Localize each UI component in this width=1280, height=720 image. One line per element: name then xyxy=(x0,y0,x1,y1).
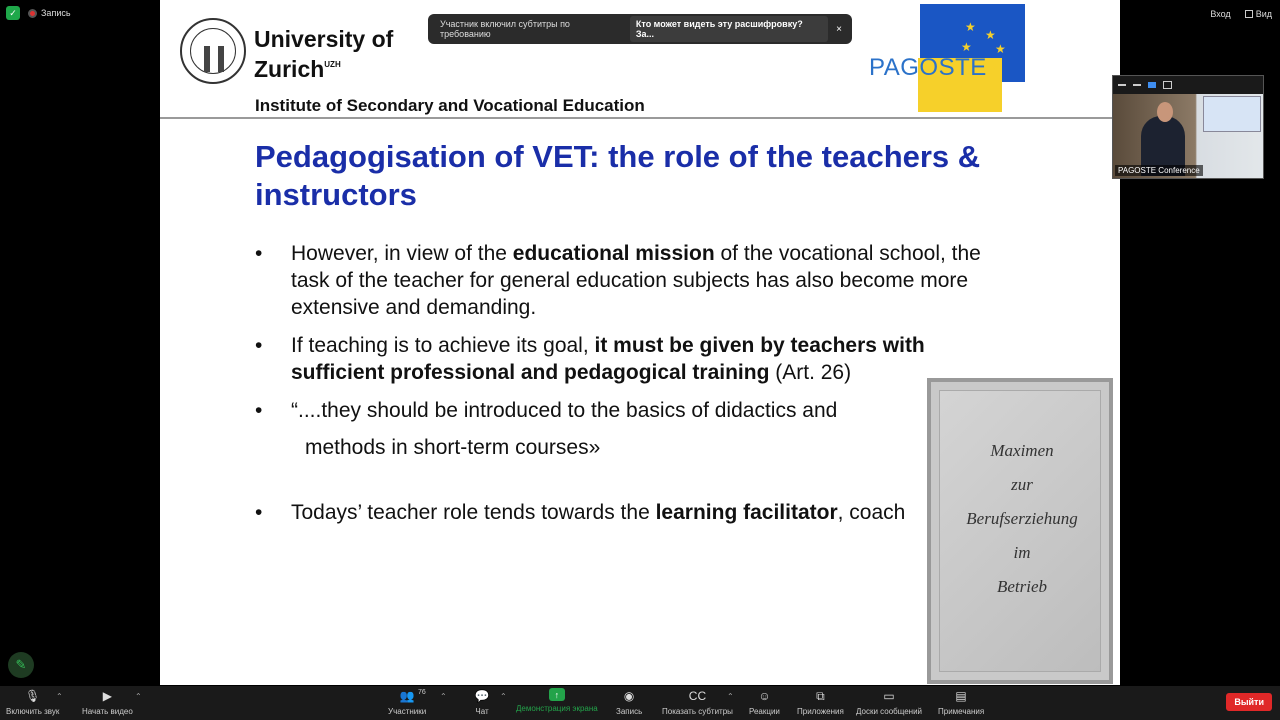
cc-icon: CC xyxy=(688,689,707,703)
star-icon: ★ xyxy=(985,28,996,42)
grid-icon xyxy=(1245,10,1253,18)
book-line: Maximen xyxy=(990,441,1054,460)
reactions-button[interactable] xyxy=(749,688,780,716)
gallery-view-icon[interactable] xyxy=(1163,81,1172,89)
captions-button[interactable] xyxy=(662,688,733,716)
share-arrow-icon: ↑ xyxy=(549,688,565,701)
bullet-item xyxy=(255,332,1015,386)
participants-label: Участники xyxy=(388,707,427,716)
university-line1: University of xyxy=(254,26,394,52)
participants-count: 76 xyxy=(418,689,426,696)
notes-button[interactable] xyxy=(938,688,984,716)
header-divider xyxy=(160,117,1120,119)
view-label: Вид xyxy=(1255,9,1272,19)
captions-caret-icon[interactable]: ⌃ xyxy=(727,692,734,701)
apps-label: Приложения xyxy=(797,707,844,716)
thumbnail-toolbar xyxy=(1113,76,1263,94)
people-icon: 👥 xyxy=(399,689,415,703)
participants-caret-icon[interactable]: ⌃ xyxy=(440,692,447,701)
bullet-text: Todays’ teacher role tends towards the xyxy=(291,501,656,524)
slide-title: Pedagogisation of VET: the role of the teachers & instructors xyxy=(255,139,981,212)
leave-button[interactable]: Выйти xyxy=(1226,693,1272,711)
bullet-bold: it must be given by teachers with sufficient professional and pedagogical training xyxy=(291,334,925,384)
seal-inner-ring xyxy=(190,28,236,74)
whiteboard-icon: ▭ xyxy=(883,689,895,703)
camera-off-icon: ▶ xyxy=(102,689,113,703)
bullet-item xyxy=(255,397,1015,461)
seal-tower-right xyxy=(218,46,224,72)
bullet-bold: educational mission xyxy=(512,242,715,265)
recording-indicator[interactable] xyxy=(28,8,71,18)
book-title xyxy=(941,434,1103,604)
close-icon[interactable]: × xyxy=(836,23,842,35)
university-line2: Zurich xyxy=(254,56,325,82)
bullet-item xyxy=(255,240,1015,321)
university-line2-wrap xyxy=(254,52,393,82)
record-dot-icon xyxy=(28,9,37,18)
speaker-view-icon[interactable] xyxy=(1148,82,1156,88)
security-shield-icon[interactable]: ✓ xyxy=(6,6,20,20)
speaker-head xyxy=(1157,102,1173,122)
book-line: Berufserziehung xyxy=(966,509,1078,528)
book-line: zur xyxy=(1011,475,1033,494)
bullet-text: , coach xyxy=(837,501,906,524)
top-right-controls xyxy=(1210,9,1272,19)
apps-icon: ⧉ xyxy=(816,688,825,703)
bullet-text: “....they should be introduced to the basics of didactics and xyxy=(291,399,838,422)
notes-icon: ▤ xyxy=(955,689,967,703)
bullet-list xyxy=(255,240,1015,537)
book-line: Betrieb xyxy=(996,577,1048,596)
pagoste-wordmark: PAGOSTE xyxy=(869,54,987,81)
bullet-bold: learning facilitator xyxy=(655,501,838,524)
start-video-label: Начать видео xyxy=(82,707,133,716)
star-icon: ★ xyxy=(995,42,1006,56)
speaker-name-label: PAGOSTE Conference xyxy=(1115,165,1203,176)
record-button[interactable] xyxy=(616,688,642,716)
unmute-button[interactable] xyxy=(6,688,59,716)
audio-options-caret-icon[interactable]: ⌃ xyxy=(56,692,63,701)
whiteboards-button[interactable] xyxy=(856,688,922,716)
signin-button[interactable]: Вход xyxy=(1210,9,1231,19)
bullet-item xyxy=(255,499,1015,526)
seal-tower-left xyxy=(204,46,210,72)
record-label: Запись xyxy=(616,707,643,716)
chat-caret-icon[interactable]: ⌃ xyxy=(500,692,507,701)
speaker-thumbnail[interactable] xyxy=(1112,75,1264,179)
apps-button[interactable] xyxy=(797,688,844,716)
captions-label: Показать субтитры xyxy=(662,707,733,716)
captions-toast xyxy=(428,14,852,44)
university-sup: UZH xyxy=(324,60,341,69)
university-name xyxy=(254,26,393,82)
chat-label: Чат xyxy=(475,707,489,716)
record-icon: ◉ xyxy=(623,689,635,703)
bullet-text: If teaching is to achieve its goal, xyxy=(291,334,595,357)
uzh-seal-logo xyxy=(180,18,246,84)
annotate-pen-icon[interactable]: ✎ xyxy=(8,652,34,678)
mic-muted-icon: 🎙 xyxy=(25,689,41,703)
star-icon: ★ xyxy=(965,20,976,34)
unmute-label: Включить звук xyxy=(6,707,60,716)
bullet-text: (Art. 26) xyxy=(769,361,852,384)
pagoste-logo xyxy=(865,4,1025,114)
institute-name: Institute of Secondary and Vocational Education xyxy=(255,96,645,115)
chat-button[interactable] xyxy=(473,688,491,716)
book-line: im xyxy=(1013,543,1031,562)
book-cover-image xyxy=(927,378,1113,684)
transcript-visibility-button[interactable]: Кто может видеть эту расшифровку? За... xyxy=(630,16,828,42)
projector-screen xyxy=(1203,96,1261,132)
share-screen-label: Демонстрация экрана xyxy=(516,704,598,713)
bullet-text-line2: methods in short-term courses» xyxy=(305,436,601,459)
bullet-text: However, in view of the xyxy=(291,242,513,265)
star-icon: ★ xyxy=(987,58,998,72)
chat-bubble-icon: 💬 xyxy=(474,689,490,703)
meeting-toolbar xyxy=(0,686,1280,720)
smiley-icon: ☺ xyxy=(758,689,771,703)
toast-text: Участник включил субтитры по требованию xyxy=(440,19,570,39)
bullet-text: of the vocational school, the task of the teacher for general education subjects has also become more extensive and demanding. xyxy=(291,242,981,319)
hide-icon[interactable] xyxy=(1133,84,1141,86)
notes-label: Примечания xyxy=(938,707,985,716)
star-icon: ★ xyxy=(961,40,972,54)
video-options-caret-icon[interactable]: ⌃ xyxy=(135,692,142,701)
start-video-button[interactable] xyxy=(82,688,133,716)
minimize-icon[interactable] xyxy=(1118,84,1126,86)
reactions-label: Реакции xyxy=(749,707,780,716)
shared-slide xyxy=(160,0,1120,685)
share-screen-button[interactable] xyxy=(516,688,598,713)
top-left-status xyxy=(6,6,71,20)
recording-label: Запись xyxy=(41,8,71,18)
view-button[interactable] xyxy=(1245,9,1272,19)
whiteboards-label: Доски сообщений xyxy=(856,707,923,716)
